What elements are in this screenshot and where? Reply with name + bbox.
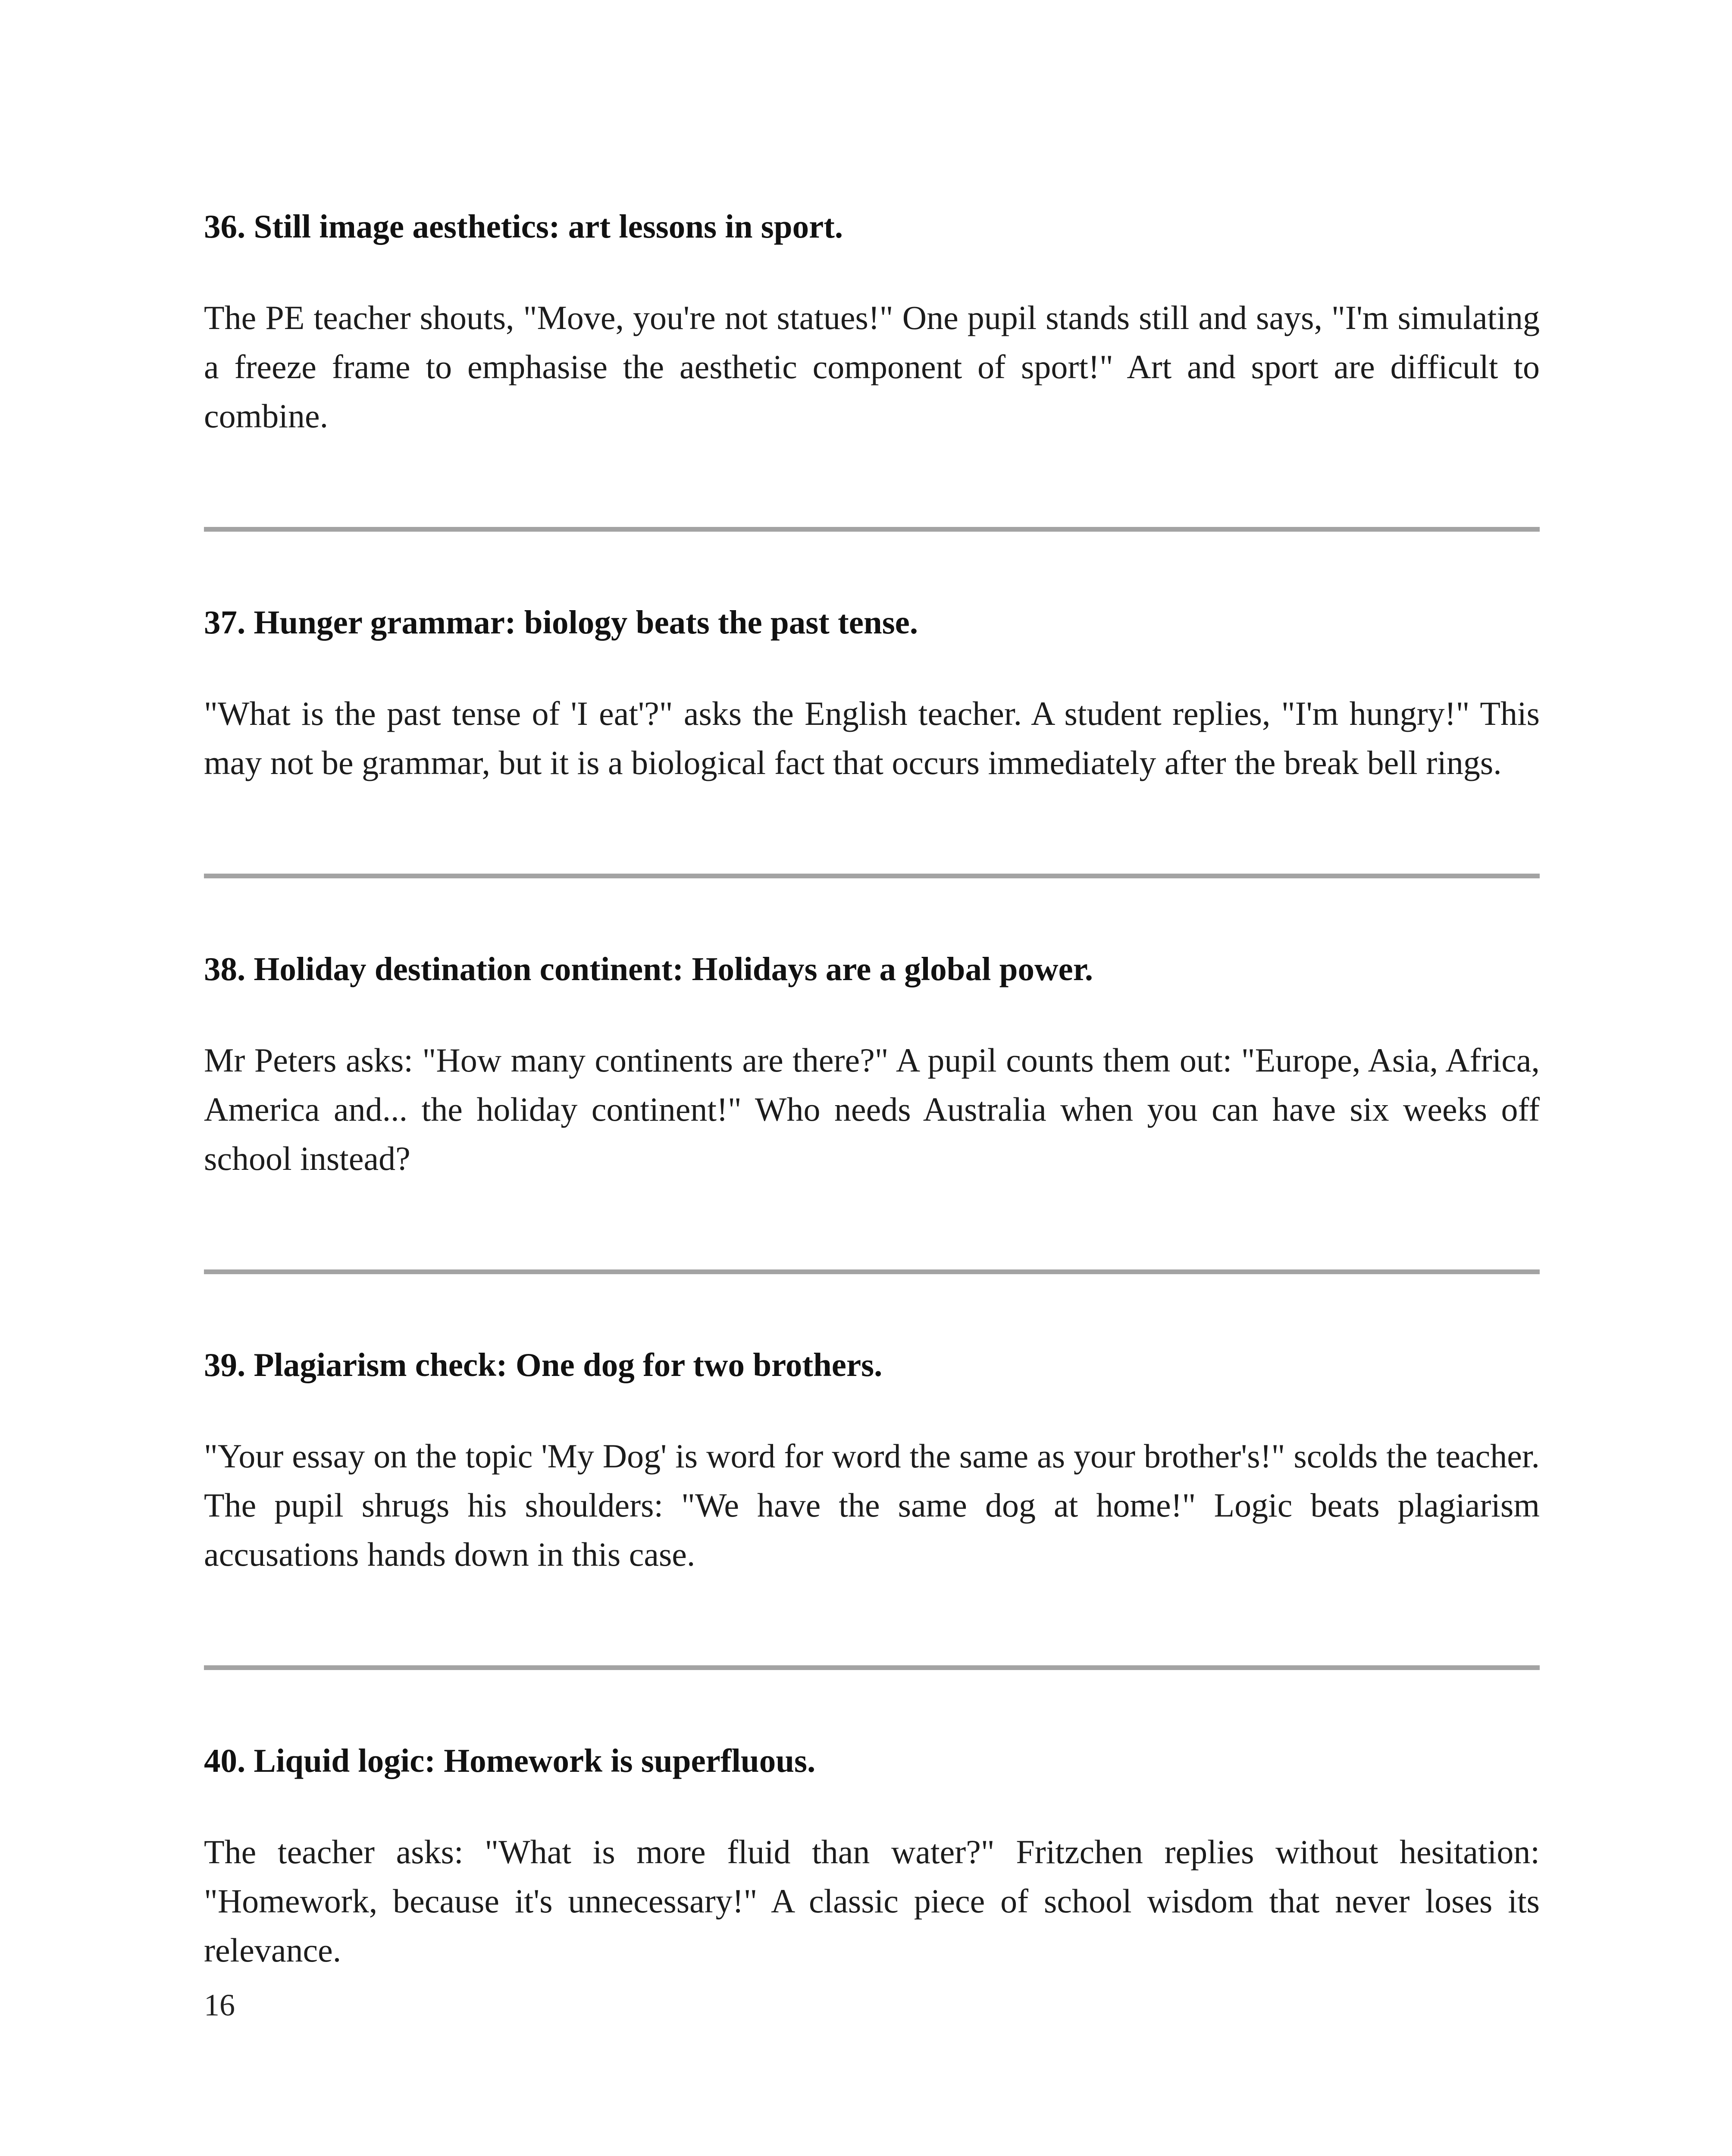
entry-body: Mr Peters asks: "How many continents are there?" A pupil counts them out: "Europe, Asia, Africa, America and... the holiday continent!" Who needs Australia when you can have six weeks off school instead? xyxy=(204,1041,1540,1177)
entry-body: The teacher asks: "What is more fluid than water?" Fritzchen replies without hesitation: "Homework, because it's unnecessary!" A classic piece of school wisdom that never loses its relevance. xyxy=(204,1833,1540,1969)
section-divider xyxy=(204,1665,1540,1670)
entry-title: 39. Plagiarism check: One dog for two brothers. xyxy=(204,1346,883,1383)
entry-body: "What is the past tense of 'I eat'?" asks the English teacher. A student replies, "I'm hungry!" This may not be grammar, but it is a biological fact that occurs immediately after the break bell rings. xyxy=(204,695,1540,781)
joke-entry-40 xyxy=(204,1739,1540,1975)
joke-entry-38 xyxy=(204,947,1540,1183)
section-divider xyxy=(204,527,1540,532)
page-number: 16 xyxy=(204,1988,235,2022)
page-content xyxy=(204,205,1540,1975)
joke-entry-37 xyxy=(204,601,1540,787)
entry-body: "Your essay on the topic 'My Dog' is word for word the same as your brother's!" scolds the teacher. The pupil shrugs his shoulders: "We have the same dog at home!" Logic beats plagiarism accusations hands down in this case. xyxy=(204,1437,1540,1573)
joke-entry-39 xyxy=(204,1343,1540,1579)
entry-title: 40. Liquid logic: Homework is superfluous. xyxy=(204,1742,816,1779)
entry-title: 38. Holiday destination continent: Holidays are a global power. xyxy=(204,950,1093,987)
section-divider xyxy=(204,1269,1540,1274)
entry-body: The PE teacher shouts, "Move, you're not statues!" One pupil stands still and says, "I'm simulating a freeze frame to emphasise the aesthetic component of sport!" Art and sport are difficult to combine. xyxy=(204,299,1540,435)
joke-entry-36 xyxy=(204,205,1540,441)
section-divider xyxy=(204,874,1540,878)
entry-title: 37. Hunger grammar: biology beats the past tense. xyxy=(204,604,918,641)
entry-title: 36. Still image aesthetics: art lessons in sport. xyxy=(204,208,843,245)
